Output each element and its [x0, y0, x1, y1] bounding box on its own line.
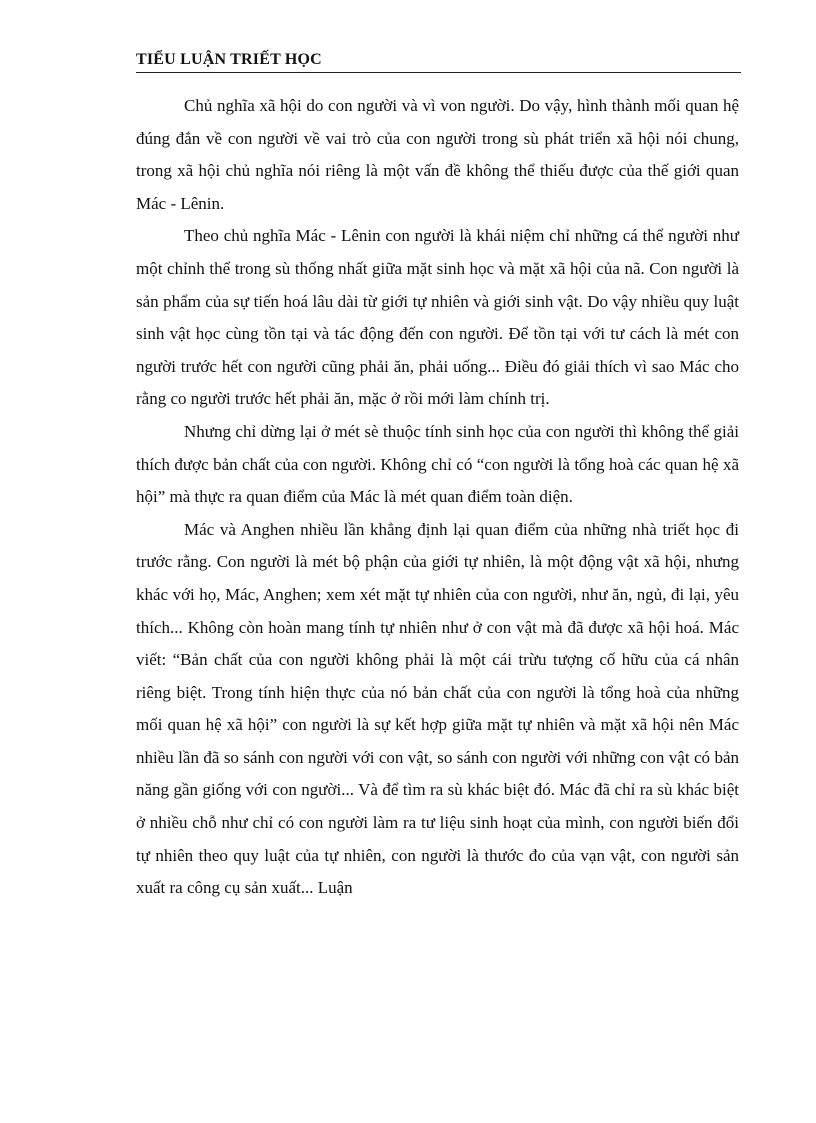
- page-header: [136, 48, 741, 73]
- body-text: [136, 90, 739, 905]
- paragraph-4: Mác và Anghen nhiều lần khẳng định lại quan điểm của những nhà triết học đi trước rằng. Con người là mét bộ phận của giới tự nhiên, là một động vật xã hội, nhưng khác với họ, Mác, Anghen; xem xét mặt tự nhiên của con người, như ăn, ngủ, đi lại, yêu thích... Không còn hoàn mang tính tự nhiên như ở con vật mà đã được xã hội hoá. Mác viết: “Bản chất của con người không phải là một cái trừu tượng cố hữu của cá nhân riêng biệt. Trong tính hiện thực của nó bản chất của con người là tổng hoà của những mối quan hệ xã hội” con người là sự kết hợp giữa mặt tự nhiên và mặt xã hội nên Mác nhiều lần đã so sánh con người với con vật, so sánh con người với những con vật có bản năng gần giống với con người... Và để tìm ra sù khác biệt đó. Mác đã chỉ ra sù khác biệt ở nhiều chỗ như chỉ có con người làm ra tư liệu sinh hoạt của mình, con người biến đổi tự nhiên theo quy luật của tự nhiên, con người là thước đo của vạn vật, con người sản xuất ra công cụ sản xuất... Luận: [136, 519, 739, 898]
- paragraph-3: Nhưng chỉ dừng lại ở mét sè thuộc tính sinh học của con người thì không thể giải thích được bản chất của con người. Không chỉ có “con người là tổng hoà các quan hệ xã hội” mà thực ra quan điểm của Mác là mét quan điểm toàn diện.: [136, 421, 739, 507]
- header-title: TIỂU LUẬN TRIẾT HỌC: [136, 51, 322, 68]
- paragraph-2: Theo chủ nghĩa Mác - Lênin con người là khái niệm chỉ những cá thể người như một chỉnh thể trong sù thống nhất giữa mặt sinh học và mặt xã hội của nã. Con người là sản phẩm của sự tiến hoá lâu dài từ giới tự nhiên và giới sinh vật. Do vậy nhiều quy luật sinh vật học cùng tồn tại và tác động đến con người. Để tồn tại với tư cách là mét con người trước hết con người cũng phải ăn, phải uống... Điều đó giải thích vì sao Mác cho rằng co người trước hết phải ăn, mặc ở rồi mới làm chính trị.: [136, 226, 739, 409]
- paragraph-1: Chủ nghĩa xã hội do con người và vì von người. Do vậy, hình thành mối quan hệ đúng đắn về con người về vai trò của con người trong sù phát triển xã hội nói chung, trong xã hội chủ nghĩa nói riêng là một vấn đề không thể thiếu được của thế giới quan Mác - Lênin.: [136, 96, 739, 213]
